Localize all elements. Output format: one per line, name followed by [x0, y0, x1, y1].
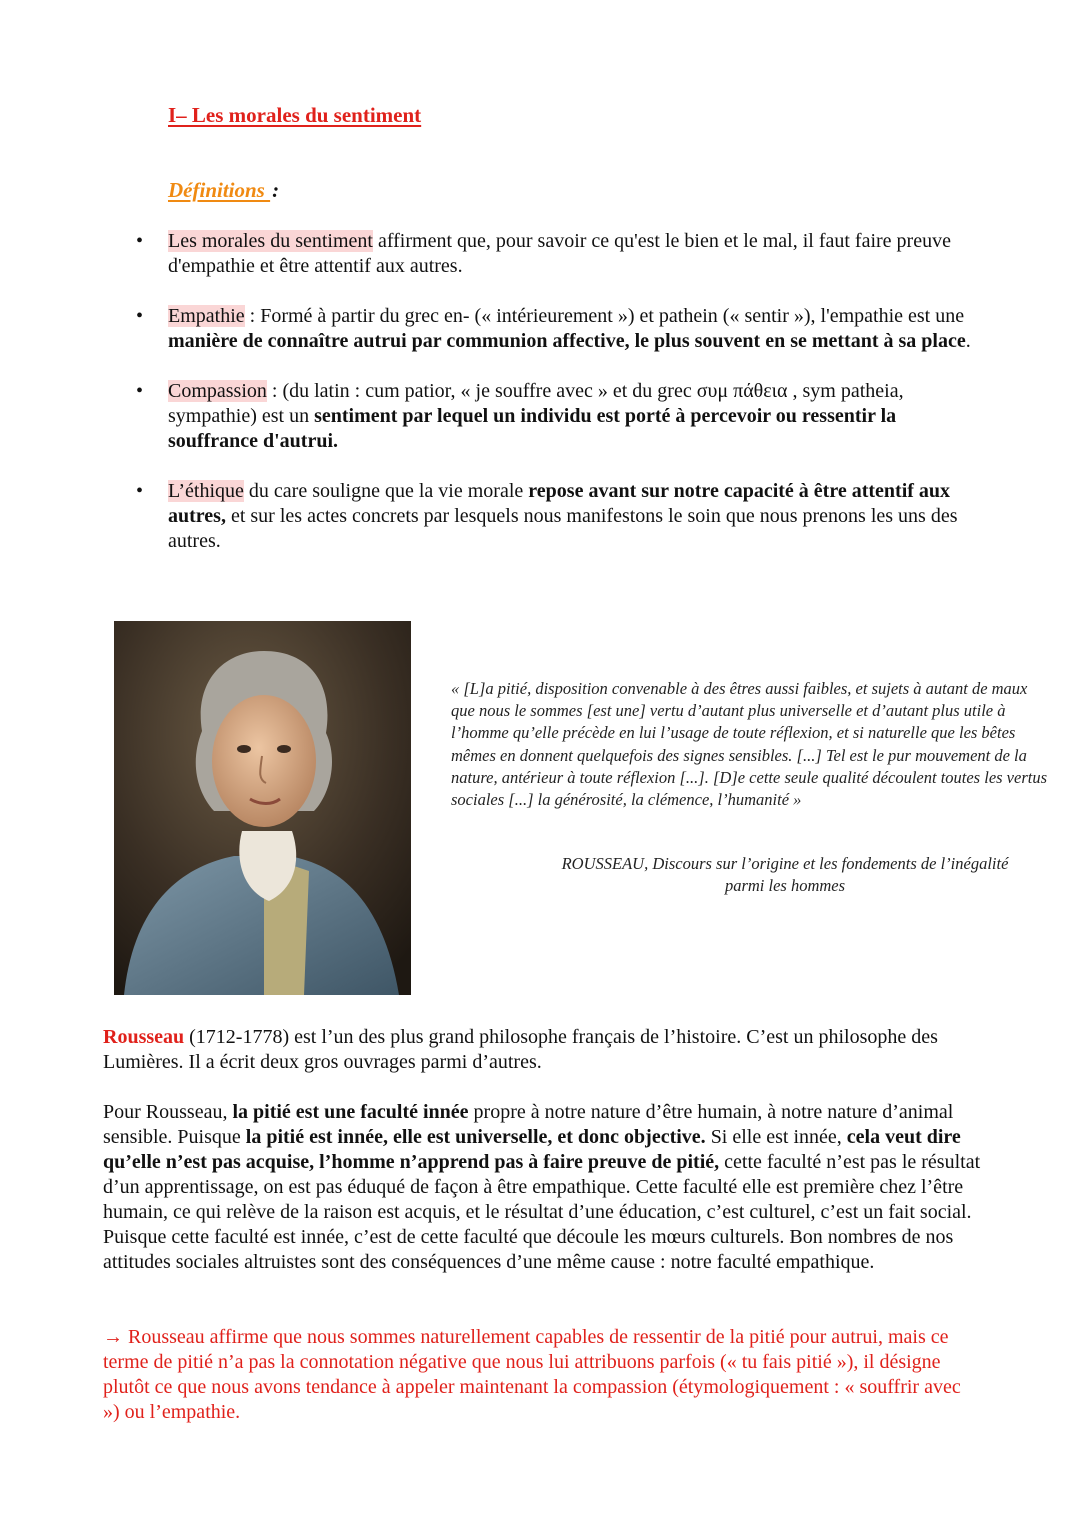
citation-line: parmi les hommes — [724, 876, 846, 896]
definition-bold-text: repose avant sur notre capacité à être attentif aux autres, — [168, 480, 951, 527]
definitions-list — [128, 229, 988, 579]
definition-term: L’éthique — [168, 480, 244, 502]
definition-text: et sur les actes concrets par lesquels nous manifestons le soin que nous prenons les uns des autres. — [168, 505, 958, 552]
definition-term: Compassion — [168, 380, 267, 402]
analysis-text: Pour Rousseau, — [103, 1101, 233, 1123]
bio-name: Rousseau — [103, 1026, 185, 1048]
analysis-text: Si elle est innée, — [705, 1126, 847, 1148]
definition-term: Empathie — [168, 305, 245, 327]
definitions-title: Définitions — [168, 178, 271, 202]
definition-text: du care souligne que la vie morale — [243, 480, 529, 502]
analysis-bold: cela veut dire qu’elle n’est pas acquise, l’homme n’apprend pas à faire preuve de pitié, — [103, 1126, 961, 1173]
definition-bold-text: manière de connaître autrui par communion affective, le plus souvent en se mettant à sa place — [168, 330, 966, 352]
citation-line: ROUSSEAU, Discours sur l’origine et les fondements de l’inégalité — [561, 854, 1009, 873]
bullet-icon: • — [136, 230, 144, 252]
rousseau-bio — [103, 1025, 983, 1075]
bullet-icon: • — [136, 380, 144, 402]
definitions-colon: : — [272, 178, 280, 202]
rousseau-portrait — [114, 621, 411, 995]
analysis-text: cette faculté n’est pas le résultat d’un apprentissage, on est pas éduqué de façon à être empathique. Cette faculté elle est première chez l’être humain, ce qui relève de la raison est acquis, et le résultat d’une éducation, c’est culturel, c’est un fait social. Puisque cette faculté est innée, c’est de cette faculté que découle les mœurs culturels. Bon nombres de nos attitudes sociales altruistes sont des conséquences d’une même cause : notre faculté empathique. — [103, 1151, 981, 1273]
definition-bold-text: sentiment par lequel un individu est porté à percevoir ou ressentir la souffrance d'autrui. — [168, 405, 897, 452]
definition-text: . — [965, 330, 971, 352]
bio-text: (1712-1778) est l’un des plus grand philosophe français de l’histoire. C’est un philosophe des Lumières. Il a écrit deux gros ouvrages parmi d’autres. — [103, 1026, 938, 1073]
definition-item — [128, 379, 988, 454]
analysis-bold: la pitié est innée, elle est universelle, et donc objective. — [245, 1126, 706, 1148]
bullet-icon: • — [136, 480, 144, 502]
rousseau-quote: « [L]a pitié, disposition convenable à des êtres aussi faibles, et sujets à autant de maux que nous le sommes [est une] vertu d’autant plus universelle et d’autant plus utile à l’homme qu’elle précède en lui l’usage de toute réflexion, et si naturelle que les bêtes mêmes en donnent quelquefois des signes sensibles. [...] Tel est le pur mouvement de la nature, antérieur à toute réflexion [...]. [D]e cette seule qualité découlent toutes les vertus sociales [...] la générosité, la clémence, l’humanité » — [451, 679, 1048, 810]
section-title: I– Les morales du sentiment — [168, 103, 422, 127]
definition-text: : (du latin : cum patior, « je souffre avec » et du grec συμ πάθεια , sym patheia, sympathie) est un — [168, 380, 904, 427]
definition-item — [128, 229, 988, 279]
definitions-heading — [168, 178, 279, 203]
definition-term: Les morales du sentiment — [168, 230, 373, 252]
analysis-paragraph — [103, 1100, 983, 1275]
conclusion-paragraph: → Rousseau affirme que nous sommes naturellement capables de ressentir de la pitié pour autrui, mais ce terme de pitié n’a pas la connotation négative que nous lui attribuons parfois (« tu fais pitié »), il désigne plutôt ce que nous avons tendance à appeler maintenant la compassion (étymologiquement : « souffrir avec ») ou l’empathie. — [103, 1326, 961, 1423]
definition-item — [128, 304, 988, 354]
analysis-bold: la pitié est une faculté innée — [232, 1101, 469, 1123]
definition-item — [128, 479, 988, 554]
bullet-icon: • — [136, 305, 144, 327]
definition-text: : Formé à partir du grec en- (« intérieurement ») et pathein (« sentir »), l'empathie est une — [244, 305, 965, 327]
quote-citation — [505, 853, 1065, 897]
analysis-text: propre à notre nature d’être humain, à notre nature d’animal sensible. Puisque — [103, 1101, 954, 1148]
definition-text: affirment que, pour savoir ce qu'est le bien et le mal, il faut faire preuve d'empathie et être attentif aux autres. — [168, 230, 951, 277]
